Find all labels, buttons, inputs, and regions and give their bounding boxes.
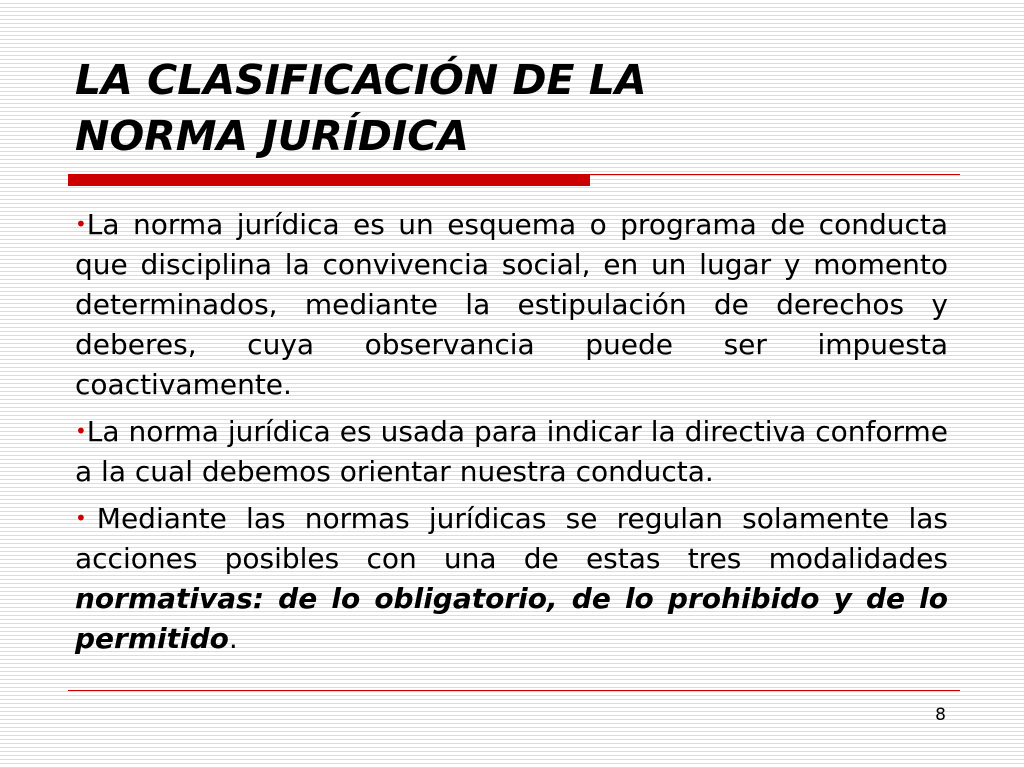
paragraph-3-text: Mediante las normas jurídicas se regulan solamente las acciones posibles con una de estas tres modalidades	[75, 502, 948, 575]
title-divider-thin	[590, 174, 960, 175]
paragraph-2-text: La norma jurídica es usada para indicar la directiva conforme a la cual debemos orientar nuestra conducta.	[75, 415, 948, 488]
paragraph-2	[75, 411, 948, 492]
paragraph-3-emphasis: normativas: de lo obligatorio, de lo prohibido y de lo permitido	[75, 582, 948, 655]
title-divider	[68, 174, 960, 186]
paragraph-1	[75, 204, 948, 405]
page-number: 8	[935, 705, 946, 725]
paragraph-3-end: .	[228, 622, 238, 655]
paragraph-3	[75, 498, 948, 659]
slide-title-line-2: NORMA JURÍDICA	[75, 112, 470, 160]
slide-title-line-1: LA CLASIFICACIÓN DE LA	[75, 56, 647, 104]
bullet-icon: •	[75, 212, 87, 236]
footer-divider	[68, 690, 960, 691]
slide-title	[75, 52, 955, 164]
paragraph-1-text: La norma jurídica es un esquema o programa de conducta que disciplina la convivencia social, en un lugar y momento determinados, mediante la estipulación de derechos y deberes, cuya observancia puede ser impuesta coactivamente.	[75, 208, 948, 401]
bullet-icon: •	[75, 506, 87, 530]
bullet-icon: •	[75, 419, 87, 443]
slide-body	[75, 204, 948, 665]
title-divider-thick	[68, 174, 590, 186]
